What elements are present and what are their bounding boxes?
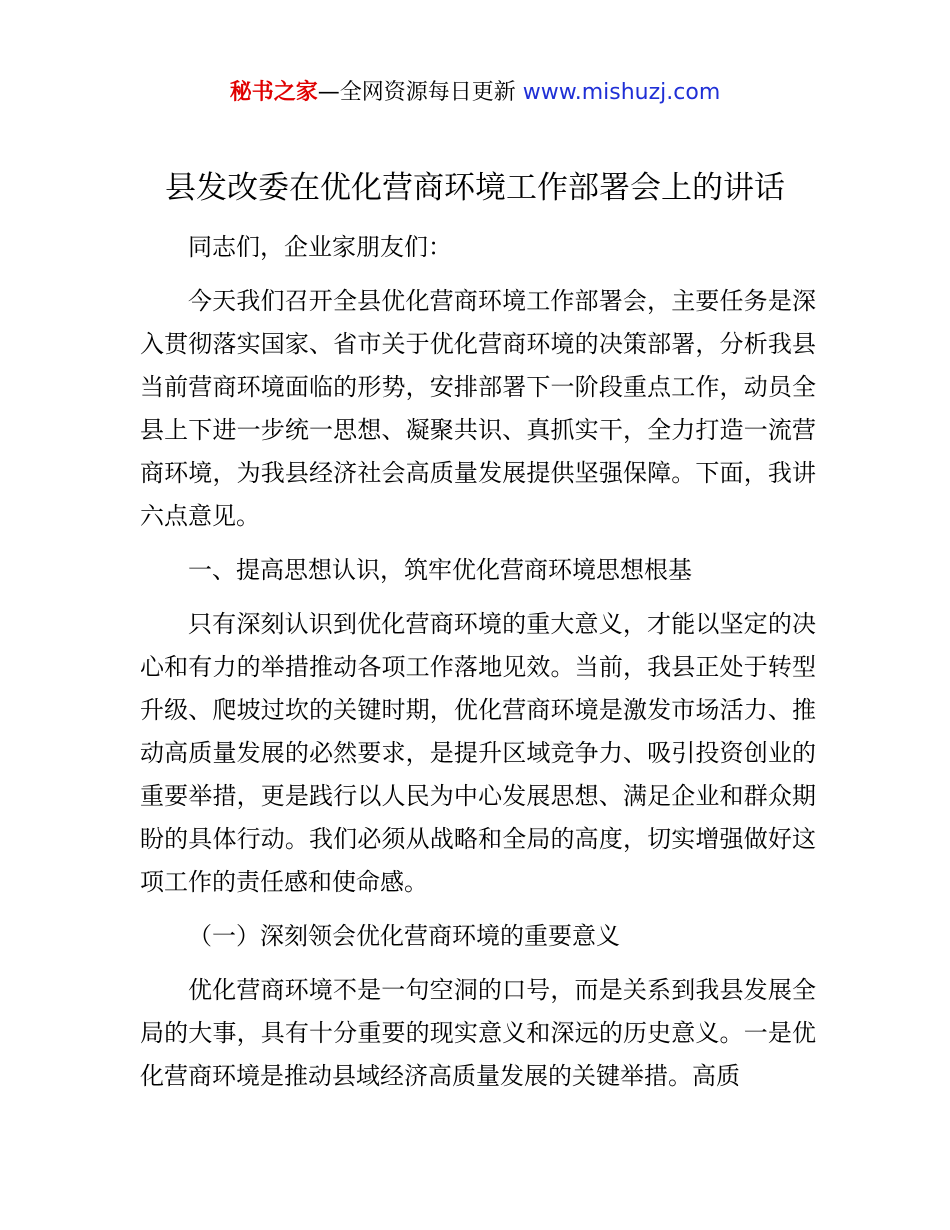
document-body <box>140 226 816 1109</box>
site-tagline: —全网资源每日更新 <box>317 80 516 105</box>
paragraph-section-1: 只有深刻认识到优化营商环境的重大意义，才能以坚定的决心和有力的举措推动各项工作落地见效。当前，我县正处于转型升级、爬坡过坎的关键时期，优化营商环境是激发市场活力、推动高质量发展的必然要求，是提升区域竞争力、吸引投资创业的重要举措，更是践行以人民为中心发展思想、满足企业和群众期盼的具体行动。我们必须从战略和全局的高度，切实增强做好这项工作的责任感和使命感。 <box>140 610 816 896</box>
paragraph-subsection-1: 优化营商环境不是一句空洞的口号，而是关系到我县发展全局的大事，具有十分重要的现实意义和深远的历史意义。一是优化营商环境是推动县域经济高质量发展的关键举措。高质 <box>140 976 816 1090</box>
document-title: 县发改委在优化营商环境工作部署会上的讲话 <box>165 170 785 206</box>
paragraph-intro: 今天我们召开全县优化营商环境工作部署会，主要任务是深入贯彻落实国家、省市关于优化营商环境的决策部署，分析我县当前营商环境面临的形势，安排部署下一阶段重点工作，动员全县上下进一步统一思想、凝聚共识、真抓实干，全力打造一流营商环境，为我县经济社会高质量发展提供坚强保障。下面，我讲六点意见。 <box>140 287 816 530</box>
site-header <box>0 77 950 109</box>
site-url-link[interactable]: www.mishuzj.com <box>522 80 721 105</box>
subsection-heading-1: （一）深刻领会优化营商环境的重要意义 <box>188 922 620 950</box>
section-heading-1: 一、提高思想认识，筑牢优化营商环境思想根基 <box>188 556 692 584</box>
salutation: 同志们，企业家朋友们： <box>188 233 452 261</box>
site-brand: 秘书之家 <box>229 80 318 105</box>
